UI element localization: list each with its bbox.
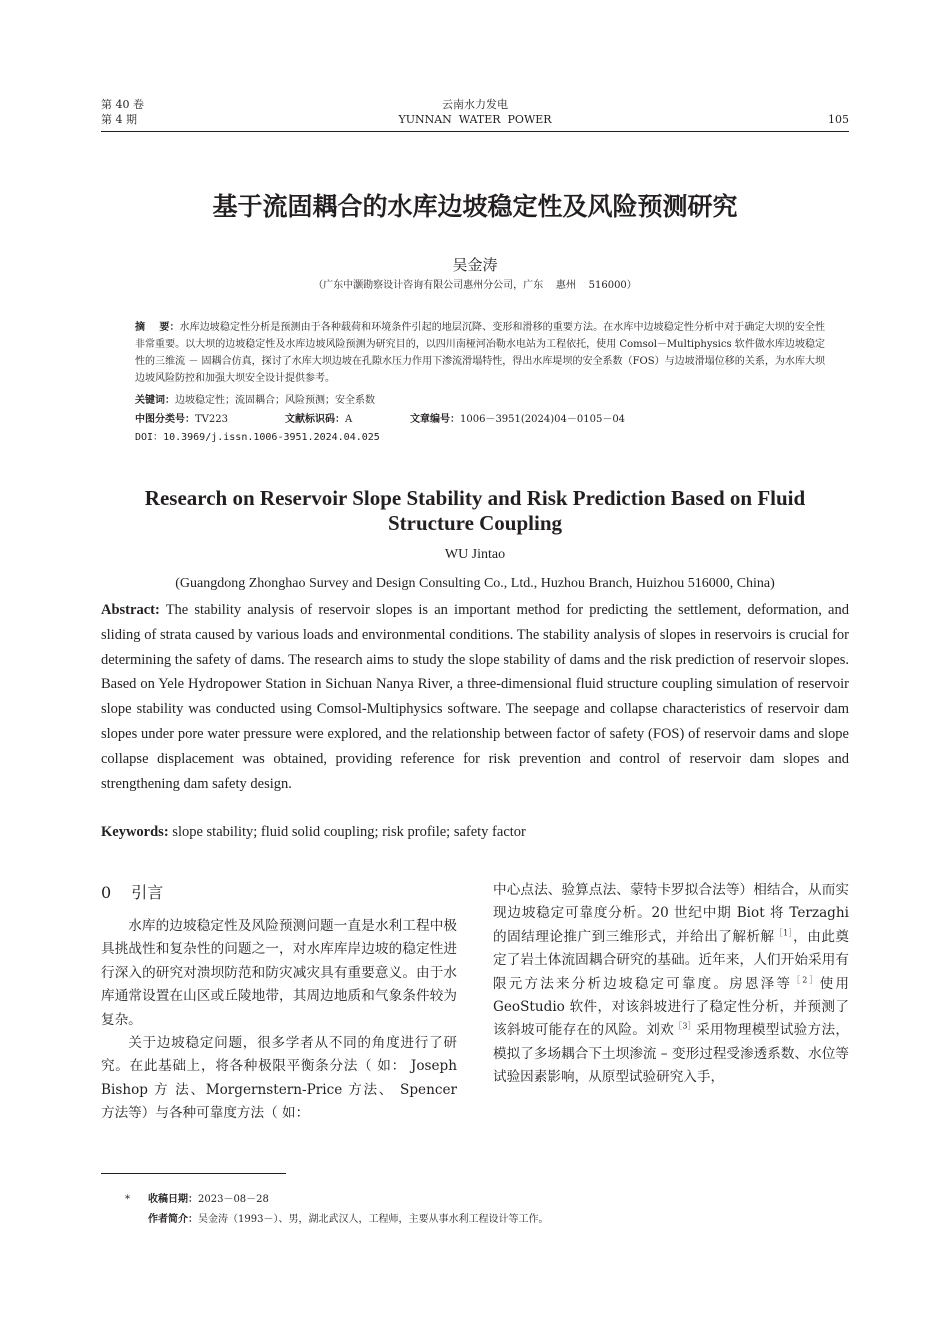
abstract-en-label: Abstract:: [101, 602, 160, 618]
doi-row: [135, 430, 380, 446]
header-page-number: 105: [828, 113, 849, 126]
doi-label: DOI：: [135, 432, 164, 443]
author-cn: 吴金涛: [452, 256, 498, 274]
paragraph: 水库的边坡稳定性及风险预测问题一直是水利工程中极具挑战性和复杂性的问题之一，对水库库岸边坡的稳定性进行深入的研究对溃坝防范和防灾减灾具有重要意义。由于水库通常设置在山区或丘陵地带，其周边地质和气象条件较为复杂。: [101, 918, 457, 1028]
citation-2: ［2］: [792, 975, 820, 985]
clc-value: TV223: [195, 414, 228, 425]
document-code: [285, 412, 352, 428]
footnote-bio: [148, 1211, 548, 1229]
text-run: 使用 GeoStudio 软件，对该斜坡进行了稳定性分析，并预测了该斜坡可能存在的风险。刘欢: [493, 975, 850, 1039]
received-value: 2023－08－28: [198, 1194, 269, 1205]
text-run: 采用物理模型试验方法，模拟了多场耦合下土坝渗流 – 变形过程受渗透系数、水位等试验因素影响，从原型试验研究入手，: [493, 1022, 850, 1086]
text-run: 中心点法、验算点法、蒙特卡罗拟合法等）相结合，从而实现边坡稳定可靠度分析。20 世纪中期 Biot 将 Terzaghi 的固结理论推广到三维形式，并给出了解析解: [493, 882, 849, 945]
article-label: 文章编号：: [410, 414, 460, 425]
abstract-cn-text: 水库边坡稳定性分析是预测由于各种载荷和环境条件引起的地层沉降、变形和滑移的重要方法。在水库中边坡稳定性分析中对于确定大坝的安全性非常重要。以大坝的边坡稳定性及水库边坡风险预测为研究目的，以四川南桠河冶勒水电站为工程依托，使用 Comsol－Multiphysics 软件做水库边坡稳定性的三维流 － 固耦合仿真，探讨了水库大坝边坡在孔隙水压力作用下渗流滑塌特性，得出水库堤坝的安全系数（FOS）与边坡滑塌位移的关系，为水库大坝边坡风险防控和加强大坝安全设计提供参考。: [135, 322, 826, 384]
header-rule: [101, 131, 849, 132]
doi-value: 10.3969/j.issn.1006-3951.2024.04.025: [163, 432, 380, 443]
affiliation-en: (Guangdong Zhonghao Survey and Design Consulting Co., Ltd., Huzhou Branch, Huizhou 516000, China): [175, 576, 775, 591]
citation-1: ［1］: [774, 928, 794, 938]
paragraph: 关于边坡稳定问题，很多学者从不同的角度进行了研究。在此基础上，将各种极限平衡条分法（ 如： Joseph Bishop 方 法、Morgernstern-Price 方法、 Spencer 方法等）与各种可靠度方法（ 如：: [101, 1035, 457, 1122]
keywords-en: [101, 820, 849, 844]
abstract-en-text: The stability analysis of reservoir slopes is an important method for predicting the settlement, deformation, and sliding of strata caused by various loads and environmental conditions. The stability analysis of slopes in reservoirs is crucial for determining the safety of dams. The research aims to study the slope stability of dams and the risk prediction of reservoir slopes. Based on Yele Hydropower Station in Sichuan Nanya River, a three-dimensional fluid structure coupling simulation of reservoir slope stability was conducted using Comsol-Multiphysics software. The seepage and collapse characteristics of reservoir dam slopes under pore water pressure were explored, and the relationship between factor of safety (FOS) of reservoir dams and slope collapse displacement was obtained, providing reference for risk prevention and control of reservoir dam slopes and strengthening dam safety design.: [101, 602, 849, 792]
citation-3: ［3］: [674, 1021, 697, 1031]
section-title: 引言: [131, 883, 164, 902]
keywords-cn: [135, 393, 375, 409]
right-column: [493, 879, 849, 1090]
article-number: [410, 412, 625, 428]
doc-label: 文献标识码：: [285, 414, 345, 425]
abstract-en: [101, 598, 849, 796]
bio-label: 作者简介：: [148, 1214, 198, 1225]
keywords-en-text: slope stability; fluid solid coupling; risk profile; safety factor: [172, 824, 526, 840]
header-volume: 第 40 卷: [101, 98, 144, 111]
clc-code: [135, 412, 228, 428]
keywords-en-label: Keywords:: [101, 824, 169, 840]
abstract-cn-label: 摘 要：: [135, 322, 180, 333]
affiliation-cn: （广东中灏勘察设计咨询有限公司惠州分公司，广东 惠州 516000）: [313, 280, 637, 291]
doc-value: A: [345, 414, 353, 425]
footnote-rule: [101, 1173, 286, 1174]
clc-label: 中图分类号：: [135, 414, 195, 425]
keywords-cn-label: 关键词：: [135, 395, 175, 406]
bio-value: 吴金涛（1993－）、男，湖北武汉人，工程师，主要从事水利工程设计等工作。: [198, 1214, 549, 1225]
received-label: 收稿日期：: [148, 1194, 198, 1205]
footnote-received: [125, 1191, 269, 1209]
section-heading: [101, 881, 163, 905]
author-en: WU Jintao: [444, 547, 506, 562]
section-number: 0: [101, 883, 112, 902]
title-en: Research on Reservoir Slope Stability and Risk Prediction Based on Fluid Structure Coupling: [144, 486, 806, 535]
article-value: 1006－3951(2024)04－0105－04: [460, 414, 626, 425]
footnote-marker: *: [125, 1194, 130, 1205]
paragraph: [493, 879, 849, 1090]
keywords-cn-text: 边坡稳定性；流固耦合；风险预测；安全系数: [175, 395, 375, 406]
header-journal-en: YUNNAN WATER POWER: [398, 113, 552, 126]
text-run: ，由此奠定了岩土体流固耦合研究的基础。近年来，人们开始采用有限元方法来分析边坡稳定可靠度。房恩泽等: [493, 928, 850, 992]
header-issue: 第 4 期: [101, 113, 137, 126]
header-journal-cn: 云南水力发电: [442, 98, 508, 111]
title-cn: 基于流固耦合的水库边坡稳定性及风险预测研究: [212, 192, 738, 221]
left-column: [101, 915, 457, 1126]
abstract-cn: [135, 319, 825, 387]
